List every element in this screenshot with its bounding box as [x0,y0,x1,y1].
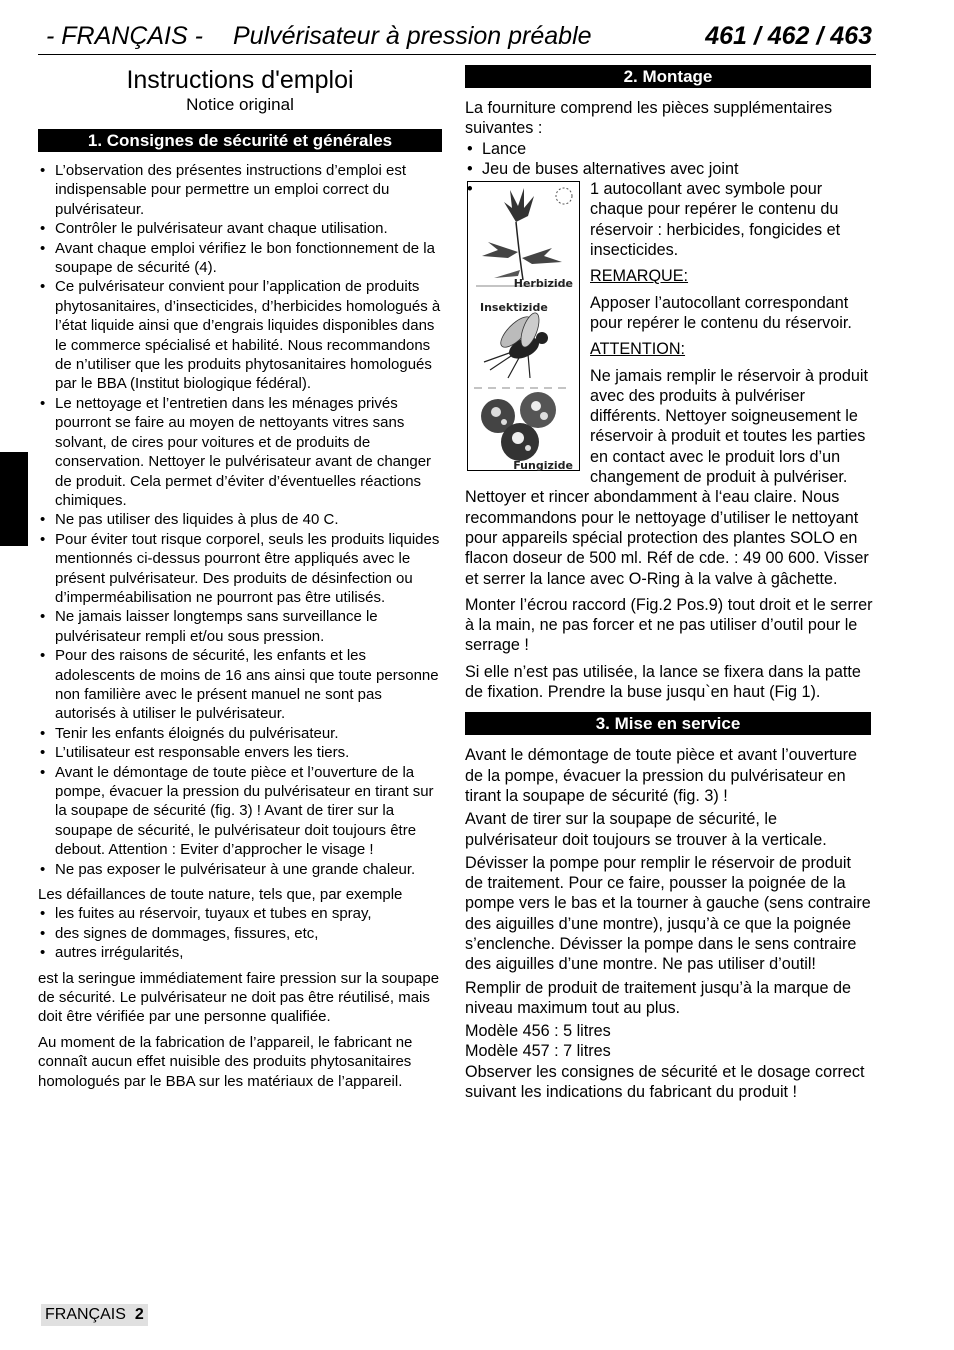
list-item: • des signes de dommages, fissures, etc, [38,924,442,943]
doc-subtitle: Notice original [186,95,294,114]
list-item: • Contrôler le pulvérisateur avant chaque utilisation. [38,219,442,238]
list-item: • 1 autocollant avec symbole pour chaque pour repérer le contenu du réservoir : herbicides, fongicides et insecticides. [465,179,873,260]
paragraph: Avant le démontage de toute pièce et avant l’ouverture de la pompe, évacuer la pression du pulvérisateur en tirant la soupape de sécurité (fig. 3) ! [465,746,858,805]
model-line: Modèle 456 : 5 litres [465,1022,611,1041]
language-edge-tab [0,452,28,546]
section-3-heading: 3. Mise en service [465,712,871,735]
herbizide-label: Herbizide [513,277,573,291]
list-item: • Ne pas utiliser des liquides à plus de 40 C. [38,510,442,529]
page-header [38,18,876,55]
paragraph: Dévisser la pompe pour remplir le réservoir de produit de traitement. Pour ce faire, pousser la poignée de la pompe vers le bas et la tourner à gauche (sens contraire des aiguilles d’une montre), jusqu’à ce que la poignée s’enclenche. Dévisser la pompe dans le sens contraire des aiguilles d’une montre. Ne pas utiliser d’outil! [465,853,871,974]
list-item: • Tenir les enfants éloignés du pulvérisateur. [38,724,442,743]
supply-intro: La fourniture comprend les pièces supplémentaires suivantes : [465,99,833,138]
header-models: 461 / 462 / 463 [705,22,872,50]
list-item: • Ne jamais laisser longtemps sans surveillance le pulvérisateur rempli et/ou sous pression. [38,607,442,646]
model-line: Modèle 457 : 7 litres [465,1042,611,1061]
sticker-list [465,179,873,260]
paragraph-lance: Si elle n’est pas utilisée, la lance se fixera dans la patte de fixation. Prendre la buse jusqu`en haut (Fig 1). [465,662,861,702]
remark-text: Apposer l’autocollant correspondant pour repérer le contenu du réservoir. [590,293,852,332]
list-item: • Jeu de buses alternatives avec joint [465,159,873,179]
list-item: • Pour éviter tout risque corporel, seuls les produits liquides mentionnés ci-dessus pourront être appliqués avec le présent pulvérisateur. Des produits de désinfection ou d’imperméabilisation ne pourront pas être utilisés. [38,530,442,608]
section-2-body [465,98,873,702]
header-title: Pulvérisateur à pression préable [233,22,592,50]
left-column [38,63,442,1091]
list-item: • les fuites au réservoir, tuyaux et tubes en spray, [38,904,442,923]
footer-language: FRANÇAIS [45,1306,126,1323]
list-item: • Ce pulvérisateur convient pour l’application de produits phytosanitaires, d’insecticides, d’herbicides homologués à l’état liquide ainsi que d’engrais liquides disponibles dans le commerce spécialisé et habilité. Nous recommandons de n’utiliser que les produits phytosanitaires homologués par le BBA (Institut biologique fédéral). [38,277,442,393]
paragraph-nut: Monter l’écrou raccord (Fig.2 Pos.9) tout droit et le serrer à la main, ne pas forcer et ne pas utiliser d’outil pour le serrage ! [465,595,873,655]
list-item: • Lance [465,139,873,159]
list-item: • Le nettoyage et l’entretien dans les ménages privés pourront se faire au moyen de nettoyants vitres sans solvant, de cires pour voitures et de produits de conservation. Nettoyer le pulvérisateur avant de changer de produit. Cela permet d’éviter d’éventuelles réactions chimiques. [38,394,442,510]
section-3-body [465,745,873,1102]
defects-intro: Les défaillances de toute nature, tels que, par exemple [38,886,403,904]
paragraph: Remplir de produit de traitement jusqu’à la marque de niveau maximum tout au plus. [465,978,852,1017]
attention-label: ATTENTION: [590,340,686,359]
attention-text: Ne jamais remplir le réservoir à produit avec des produits à pulvériser différents. Nettoyer soigneusement le réservoir à produit et toutes les parties en contact avec le produit lors d’un changement de produit à pulvériser. Nettoyer et rincer abondamment à l‘eau claire. Nous recommandons pour le nettoyage d’utiliser le nettoyant pour appareils spécial protection des plantes SOLO en flacon doseur de 500 ml. Réf de cde. : 49 00 600. Visser et serrer la lance avec O-Ring à la valve à gâchette. [465,366,869,588]
list-item: • L’observation des présentes instructions d’emploi est indispensable pour permettre un emploi correct du pulvérisateur. [38,161,442,219]
header-language: - FRANÇAIS - [46,22,203,50]
list-item: • Pour des raisons de sécurité, les enfants et les adolescents de moins de 16 ans ainsi que toute personne non familière avec le présent manuel ne sont pas autorisés à utiliser le pulvérisateur. [38,646,442,724]
doc-title: Instructions d'emploi [126,66,354,94]
safety-list [38,161,442,879]
paragraph-manufacturer: Au moment de la fabrication de l’appareil, le fabricant ne connaît aucun effet nuisible des produits phytosanitaires homologués par le BBA sur les matériaux de l’appareil. [38,1033,413,1090]
paragraph-final: Observer les consignes de sécurité et le dosage correct suivant les indications du fabricant du produit ! [465,1062,865,1102]
list-item: • Ne pas exposer le pulvérisateur à une grande chaleur. [38,860,442,879]
section-2-heading: 2. Montage [465,65,871,88]
list-item: • autres irrégularités, [38,943,442,962]
right-column [465,63,873,1102]
supply-list [465,139,873,180]
fungizide-label: Fungizide [513,459,573,473]
paragraph: Avant de tirer sur la soupape de sécurité, le pulvérisateur doit toujours se trouver à la verticale. [465,810,827,849]
insektizide-label: Insektizide [480,301,548,315]
remark-label: REMARQUE: [590,267,689,286]
list-item: • Avant chaque emploi vérifiez le bon fonctionnement de la soupape de sécurité (4). [38,239,442,278]
insecticide-panel [468,294,579,384]
page-number: 2 [134,1306,144,1323]
paragraph-after-defects: est la seringue immédiatement faire pression sur la soupape de sécurité. Le pulvérisateur ne doit pas être réutilisé, mais doit être vérifiée par une personne qualifiée. [38,969,440,1026]
section-1-heading: 1. Consignes de sécurité et générales [38,129,442,152]
fungicide-panel [468,384,579,472]
page-footer [41,1304,148,1326]
section-1-body [38,161,442,1091]
list-item: • Avant le démontage de toute pièce et l’ouverture de la pompe, évacuer la pression du pulvérisateur en tirant sur la soupape de sécurité (fig. 3) ! Avant de tirer sur la soupape de sécurité, le pulvérisateur doit toujours être debout. Attention : Eviter d’approcher le visage ! [38,763,442,860]
list-item: • L’utilisateur est responsable envers les tiers. [38,743,442,762]
defects-list [38,904,442,962]
